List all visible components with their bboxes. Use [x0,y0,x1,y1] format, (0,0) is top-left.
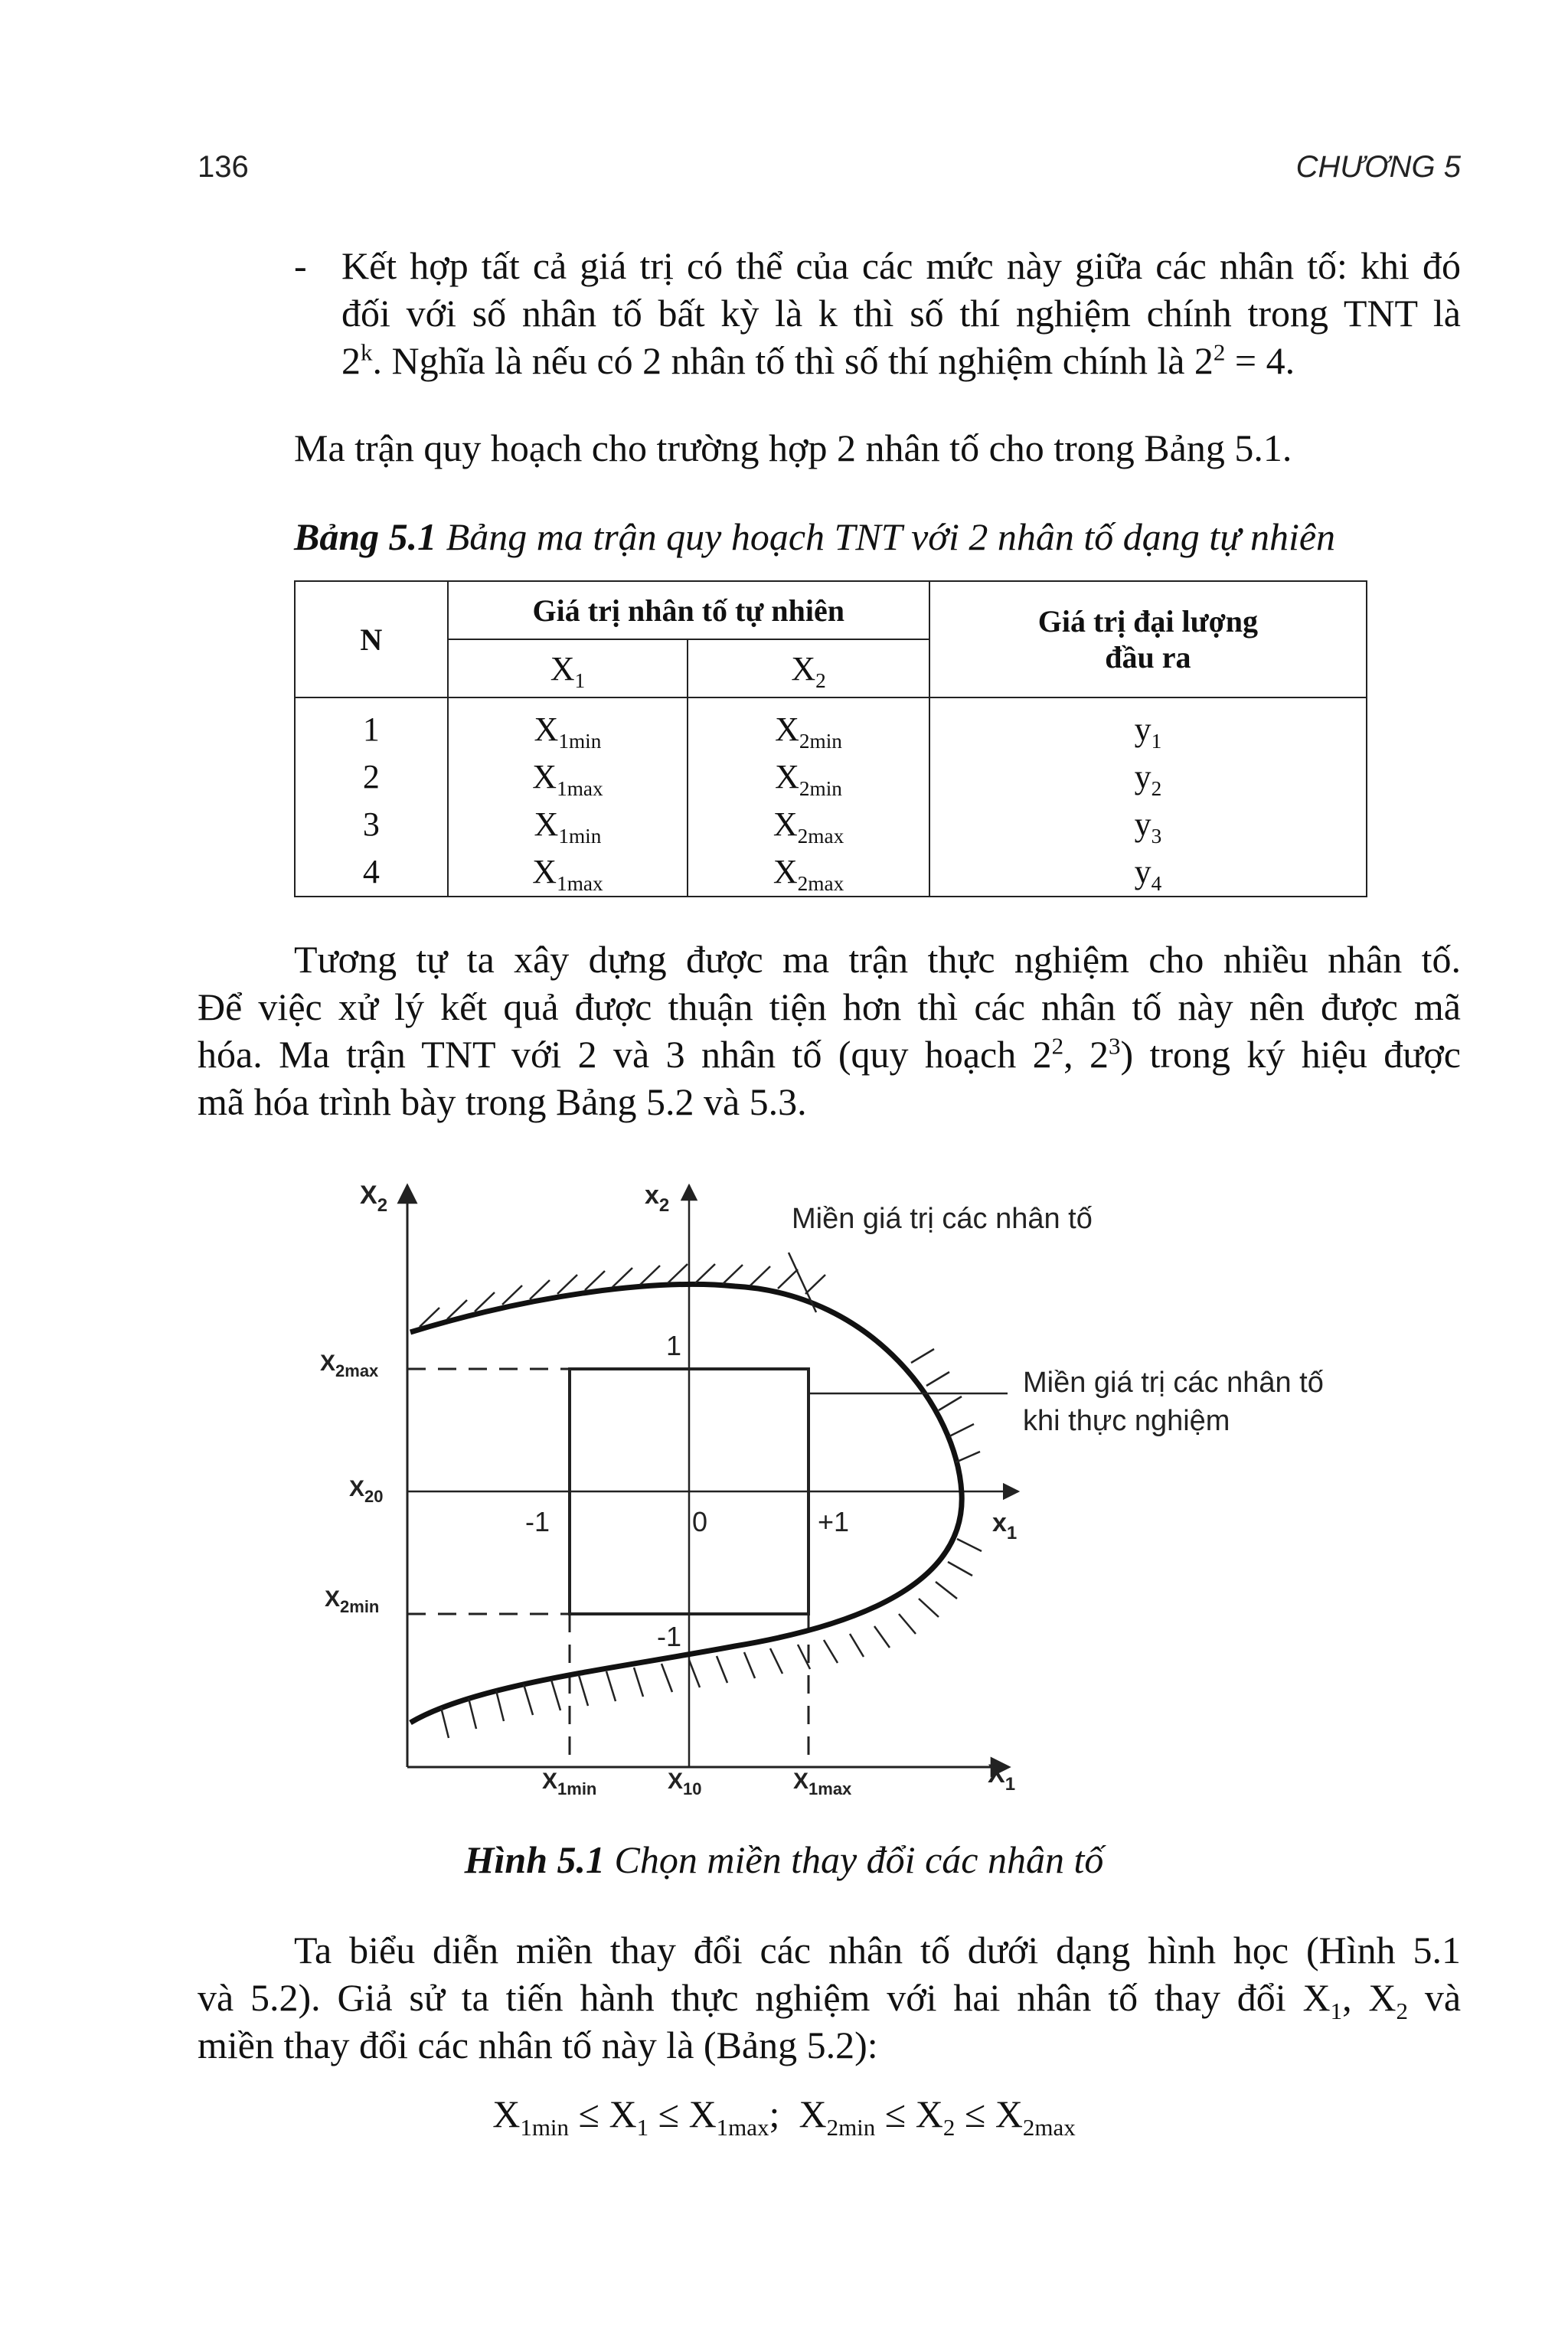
para3-line-1: Ta biểu diễn miền thay đổi các nhân tố dưới dạng hình học (Hình 5.1 [294,1929,1461,1971]
table-cell: 1 [362,710,380,748]
col-x1 [448,697,688,897]
label-X2min: $X_{2min}$ [325,1586,380,1616]
para2-line-3: hóa. Ma trận TNT với 2 và 3 nhân tố (quy hoạch $2^2$, $2^3$) trong ký hiệu được [198,1032,1461,1076]
figure-caption-text: Chọn miền thay đổi các nhân tố [605,1838,1104,1881]
label-X20: $X_{20}$ [349,1476,384,1506]
hatching [420,1264,982,1738]
table-cell: $X_{2min}$ [775,710,842,753]
tick-plus1-x: +1 [818,1506,850,1537]
col-x2 [688,697,929,897]
para2-line-4: mã hóa trình bày trong Bảng 5.2 và 5.3. [198,1080,807,1123]
page-number: 136 [198,150,249,184]
bullet-dash: - [294,244,307,287]
bullet-line-1: Kết hợp tất cả giá trị có thể của các mức này giữa các nhân tố: khi đó [341,244,1461,287]
planning-matrix-table [294,580,1367,897]
col-n [295,697,448,897]
axis-X1-label: $X_1$ [988,1759,1016,1795]
table-cell: 3 [362,805,380,843]
paragraph-2 [198,936,1461,1125]
label-factor-region: Miền giá trị các nhân tố [792,1203,1093,1235]
para2-line-2: Để việc xử lý kết quả được thuận tiện hơn thì các nhân tố này nên được mã [198,985,1461,1028]
header-n: N [295,581,448,697]
label-X1min: $X_{1min}$ [542,1769,597,1798]
table-cell: $X_{1max}$ [532,853,603,895]
axis-x1-label: $x_1$ [992,1508,1018,1544]
bullet-line-2: đối với số nhân tố bất kỳ là k thì số thí nghiệm chính trong TNT là [341,292,1461,335]
table-cell: 2 [362,758,380,795]
table-cell: $X_{1min}$ [534,805,602,848]
table-caption-label: Bảng 5.1 [294,515,437,558]
tick-plus1-y: 1 [666,1330,682,1361]
table-caption [294,513,1335,560]
header-output: Giá trị đại lượng đầu ra [929,581,1367,697]
label-X1max: $X_{1max}$ [793,1769,852,1798]
table-cell: $X_{1min}$ [534,710,602,753]
para2-line-1: Tương tự ta xây dựng được ma trận thực nghiệm cho nhiều nhân tố. [294,938,1461,981]
table-cell: $X_{2max}$ [773,805,844,848]
intro-sentence: Ma trận quy hoạch cho trường hợp 2 nhân tố cho trong Bảng 5.1. [294,426,1292,469]
tick-zero: 0 [692,1506,708,1537]
bullet-text [341,242,1461,384]
label-experiment-region-1: Miền giá trị các nhân tố [1023,1367,1324,1399]
para3-line-3: miền thay đổi các nhân tố này là (Bảng 5.2): [198,2024,878,2066]
table-cell: $X_{1max}$ [532,758,603,800]
table-caption-text: Bảng ma trận quy hoạch TNT với 2 nhân tố dạng tự nhiên [436,515,1336,558]
axis-X2-label: $X_2$ [360,1181,388,1216]
table-cell: $y_2$ [1134,758,1162,800]
label-experiment-region-2: khi thực nghiệm [1023,1405,1230,1437]
label-X2max: $X_{2max}$ [320,1351,379,1380]
dashed-guides [407,1369,808,1767]
range-formula: $X_{1min} \le X_1 \le X_{1max}$; $X_{2min} \le X_2 \le X_{2max}$ [492,2092,1076,2141]
table-cell: $y_1$ [1134,710,1162,753]
col-y [929,697,1367,897]
table-cell: 4 [362,853,380,890]
axis-x2-label: $x_2$ [645,1181,670,1216]
factor-region-boundary [410,1285,962,1723]
table-cell: $y_4$ [1134,853,1162,895]
figure-caption-label: Hình 5.1 [464,1838,606,1881]
table-cell: $y_3$ [1134,805,1162,848]
label-X10: $X_{10}$ [668,1769,702,1798]
para3-line-2: và 5.2). Giả sử ta tiến hành thực nghiệm với hai nhân tố thay đổi $X_1$, $X_2$ và [198,1976,1462,2024]
paragraph-3 [198,1926,1461,2069]
tick-minus1-y: -1 [657,1621,682,1652]
table-cell: $X_{2max}$ [773,853,844,895]
table-cell: $X_{2min}$ [775,758,842,800]
bullet-line-3: 2$^k$. Nghĩa là nếu có 2 nhân tố thì số thí nghiệm chính là $2^2 = 4$. [341,338,1295,382]
figure-caption [0,1836,1568,1883]
factor-region-figure [306,1164,1378,1807]
tick-minus1-x: -1 [525,1506,550,1537]
header-x1: $X_1$ [448,639,688,697]
chapter-title: CHƯƠNG 5 [1295,150,1461,184]
header-x2: $X_2$ [688,639,929,697]
header-factors: Giá trị nhân tố tự nhiên [448,581,929,639]
leader-region [789,1253,816,1312]
